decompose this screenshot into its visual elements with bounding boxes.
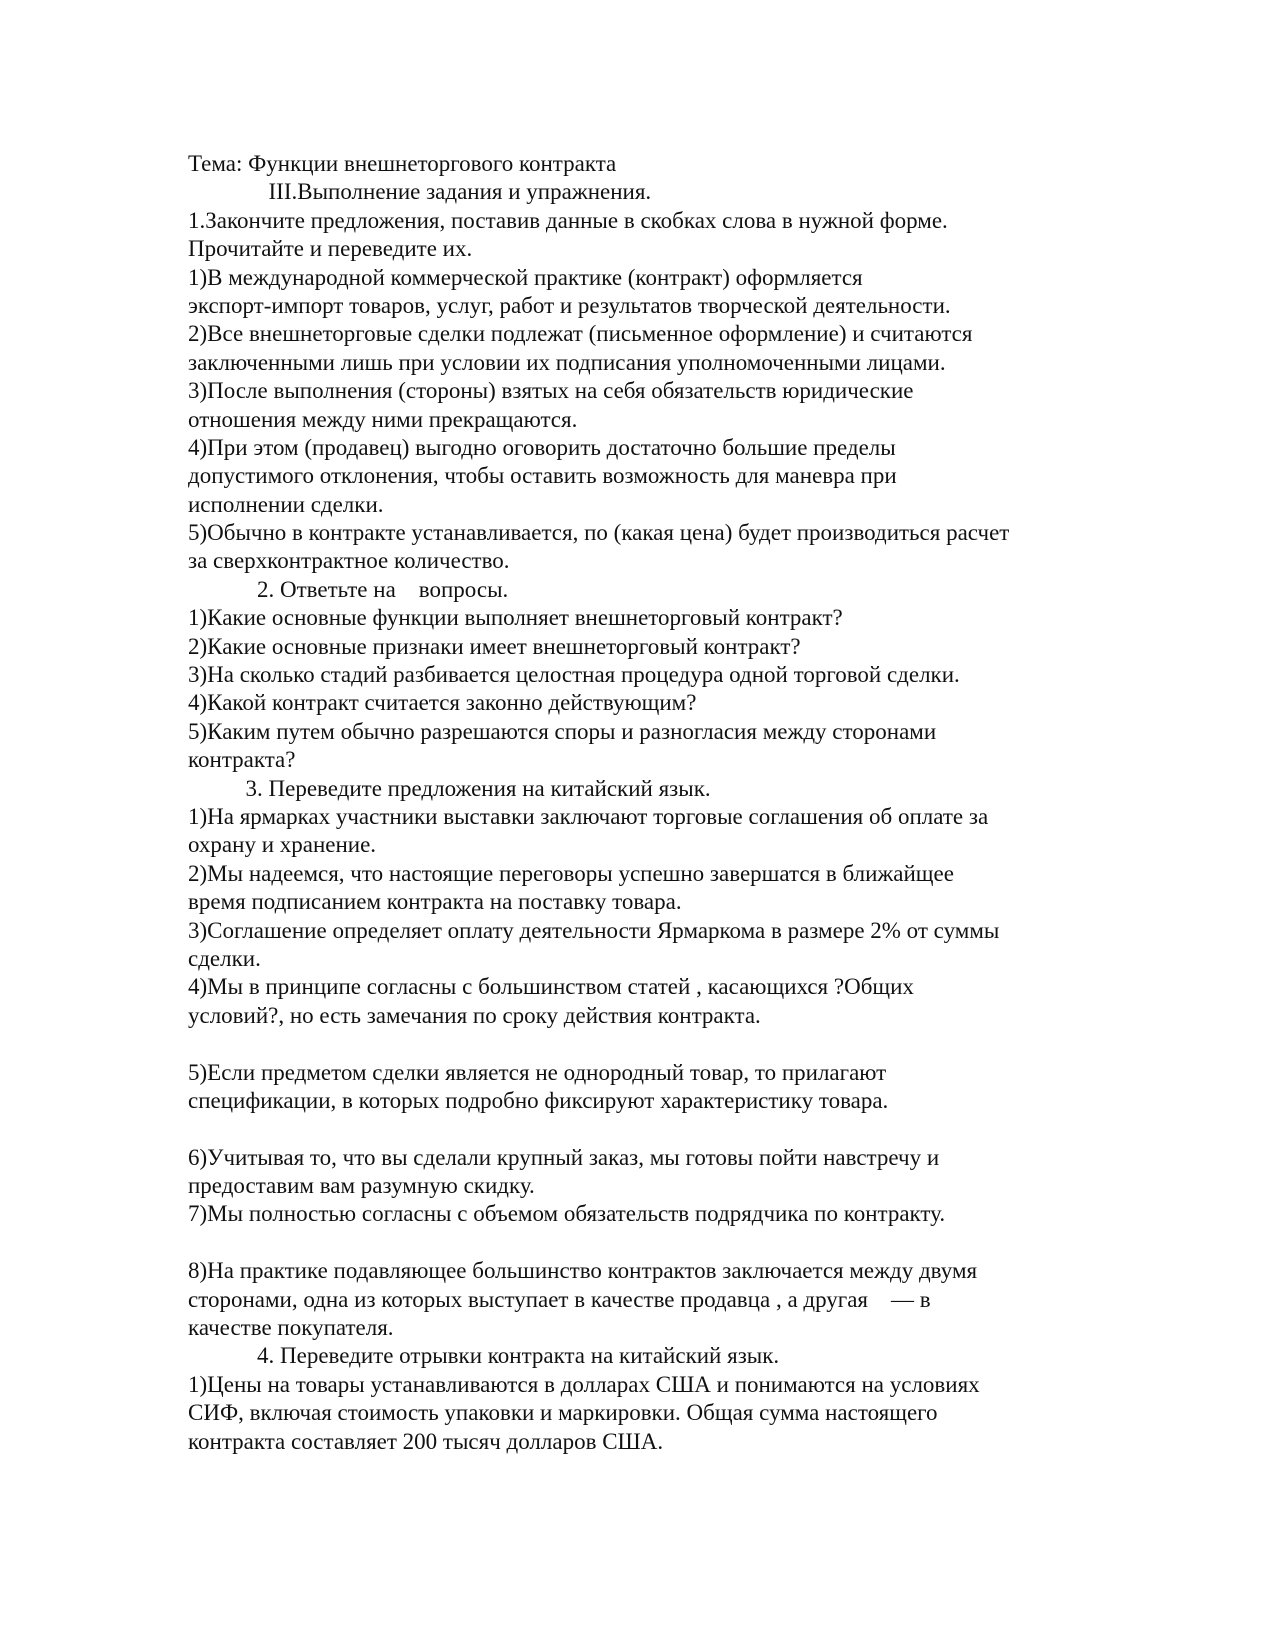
text-line: 5)Обычно в контракте устанавливается, по (какая цена) будет производиться расчет bbox=[188, 520, 1010, 546]
text-line: 4)При этом (продавец) выгодно оговорить достаточно большие пределы bbox=[188, 434, 896, 460]
text-line: 1)На ярмарках участники выставки заключают торговые соглашения об оплате за bbox=[188, 803, 989, 829]
text-line: качестве покупателя. bbox=[188, 1315, 394, 1341]
text-line: отношения между ними прекращаются. bbox=[188, 406, 578, 432]
text-line: 8)На практике подавляющее большинство контрактов заключается между двумя bbox=[188, 1258, 978, 1284]
text-line: 3)После выполнения (стороны) взятых на себя обязательств юридические bbox=[188, 378, 914, 404]
text-line: 4. Переведите отрывки контракта на китайский язык. bbox=[188, 1343, 780, 1369]
text-line: 3)Соглашение определяет оплату деятельности Ярмаркома в размере 2% от суммы bbox=[188, 917, 1000, 943]
text-line: контракта? bbox=[188, 747, 296, 773]
text-line: 3)На сколько стадий разбивается целостная процедура одной торговой сделки. bbox=[188, 662, 960, 688]
blank-line bbox=[188, 1229, 1088, 1257]
text-line: 2)Какие основные признаки имеет внешнеторговый контракт? bbox=[188, 633, 801, 659]
text-line: за сверхконтрактное количество. bbox=[188, 548, 510, 574]
text-line: 6)Учитывая то, что вы сделали крупный заказ, мы готовы пойти навстречу и bbox=[188, 1144, 940, 1170]
text-line: исполнении сделки. bbox=[188, 491, 384, 517]
text-line: 5)Если предметом сделки является не однородный товар, то прилагают bbox=[188, 1059, 887, 1085]
text-line: 1)Цены на товары устанавливаются в долларах США и понимаются на условиях bbox=[188, 1371, 980, 1397]
text-line: Прочитайте и переведите их. bbox=[188, 236, 473, 262]
text-line: 2)Мы надеемся, что настоящие переговоры успешно завершатся в ближайщее bbox=[188, 860, 954, 886]
text-line: условий?, но есть замечания по сроку действия контракта. bbox=[188, 1002, 761, 1028]
document-body bbox=[188, 150, 1088, 1456]
text-line: 1)В международной коммерческой практике (контракт) оформляется bbox=[188, 264, 863, 290]
text-line: 1)Какие основные функции выполняет внешнеторговый контракт? bbox=[188, 605, 843, 631]
text-line: СИФ, включая стоимость упаковки и маркировки. Общая сумма настоящего bbox=[188, 1400, 938, 1426]
text-line: 7)Мы полностью согласны с объемом обязательств подрядчика по контракту. bbox=[188, 1201, 946, 1227]
text-line: сторонами, одна из которых выступает в качестве продавца , а другая — в bbox=[188, 1286, 931, 1312]
text-line: сделки. bbox=[188, 945, 261, 971]
text-line: спецификации, в которых подробно фиксируют характеристику товара. bbox=[188, 1087, 889, 1113]
text-line: заключенными лишь при условии их подписания уполномоченными лицами. bbox=[188, 349, 946, 375]
text-line: охрану и хранение. bbox=[188, 832, 377, 858]
text-line: 5)Каким путем обычно разрешаются споры и разногласия между сторонами bbox=[188, 718, 937, 744]
text-line: 2. Ответьте на вопросы. bbox=[188, 576, 509, 602]
text-line: контракта составляет 200 тысяч долларов США. bbox=[188, 1428, 664, 1454]
blank-line bbox=[188, 1030, 1088, 1058]
blank-line bbox=[188, 1115, 1088, 1143]
text-line: Тема: Функции внешнеторгового контракта bbox=[188, 151, 617, 176]
text-line: III.Выполнение задания и упражнения. bbox=[188, 179, 652, 205]
text-line: допустимого отклонения, чтобы оставить возможность для маневра при bbox=[188, 463, 897, 489]
text-line: 1.Закончите предложения, поставив данные в скобках слова в нужной форме. bbox=[188, 207, 948, 233]
text-line: 4)Мы в принципе согласны с большинством статей , касающихся ?Общих bbox=[188, 974, 914, 1000]
text-line: предоставим вам разумную скидку. bbox=[188, 1173, 535, 1199]
text-line: 4)Какой контракт считается законно действующим? bbox=[188, 690, 697, 716]
text-line: время подписанием контракта на поставку товара. bbox=[188, 889, 682, 915]
text-line: 2)Все внешнеторговые сделки подлежат (письменное оформление) и считаются bbox=[188, 321, 973, 347]
text-line: экспорт-импорт товаров, услуг, работ и результатов творческой деятельности. bbox=[188, 292, 951, 318]
text-line: 3. Переведите предложения на китайский язык. bbox=[188, 775, 711, 801]
